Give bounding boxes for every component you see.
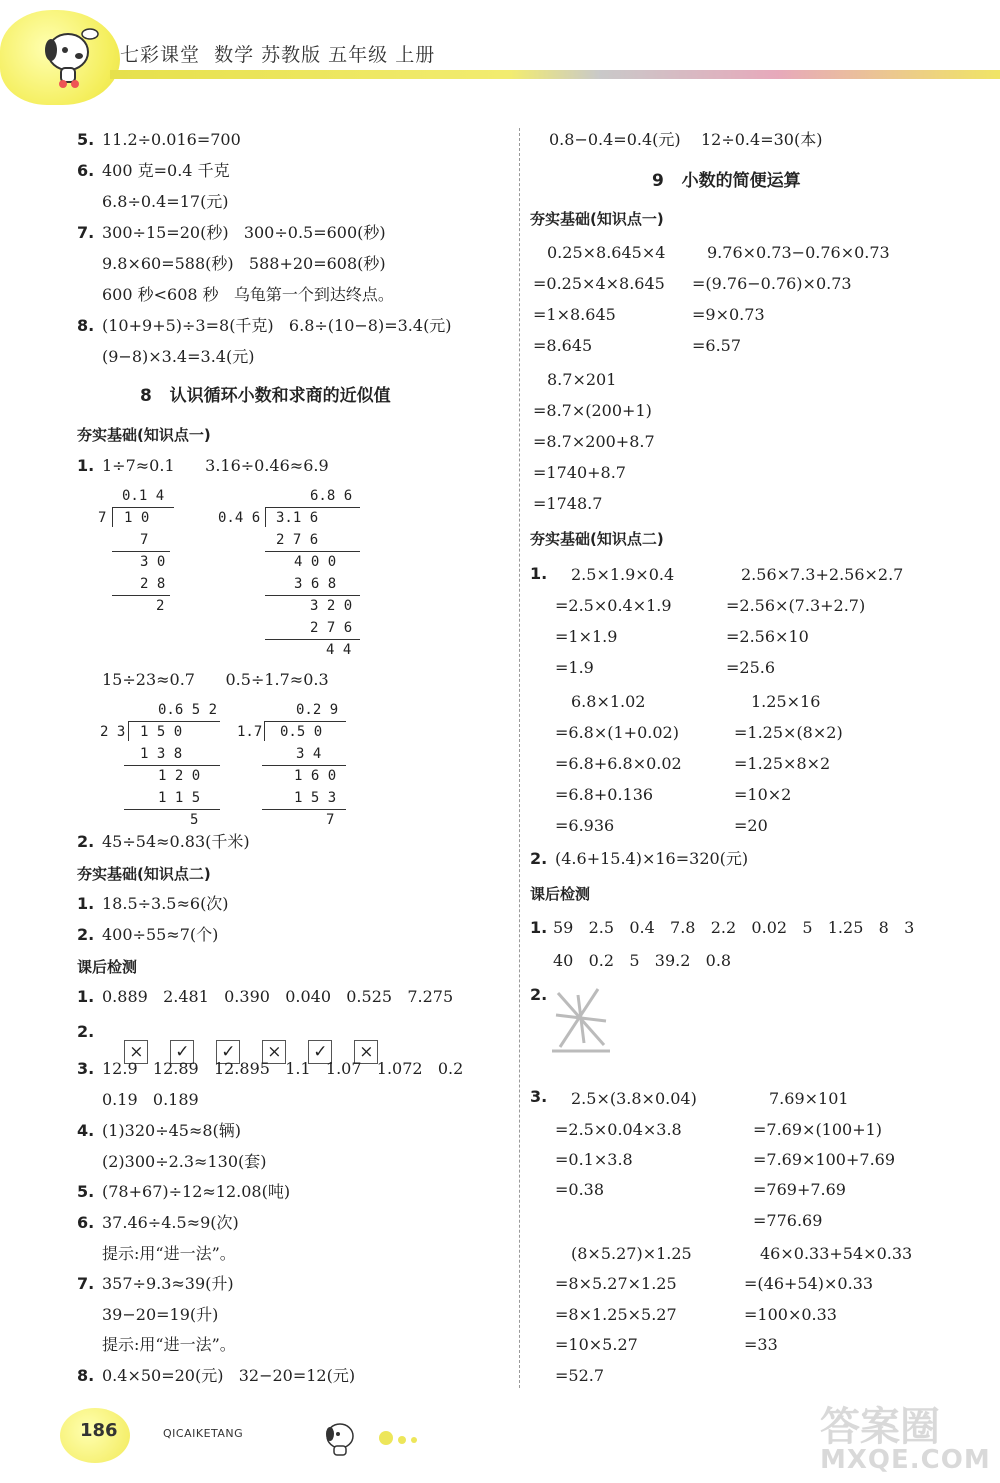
- calc-line: =7.69×(100+1): [753, 1120, 883, 1139]
- calc-line: 9.76×0.73−0.76×0.73: [707, 243, 890, 262]
- calc-line: =(46+54)×0.33: [744, 1274, 874, 1293]
- section-heading: 9 小数的简便运算: [652, 171, 801, 191]
- answer-line: 12.9 12.89 12.895 1.1 1.07 1.072 0.2: [102, 1059, 464, 1078]
- remainder: 7: [326, 812, 335, 828]
- calc-line: 0.25×8.645×4: [547, 243, 666, 262]
- step: 7: [140, 532, 149, 548]
- item-number: 3.: [77, 1059, 95, 1078]
- answer-line: 0.19 0.189: [102, 1090, 199, 1109]
- answer-line: 0.889 2.481 0.390 0.040 0.525 7.275: [102, 987, 454, 1006]
- dividend: 1 0: [124, 510, 150, 526]
- calc-line: =769+7.69: [753, 1180, 846, 1199]
- calc-line: =1×1.9: [555, 627, 618, 646]
- item-number: 8.: [77, 1366, 95, 1385]
- calc-line: =776.69: [753, 1211, 823, 1230]
- brand-text: QICAIKETANG: [163, 1427, 244, 1440]
- section-heading: 8 认识循环小数和求商的近似值: [140, 386, 391, 406]
- item-number: 8.: [77, 316, 95, 335]
- quotient: 0.1 4: [122, 488, 165, 504]
- step: 2 8: [140, 576, 166, 592]
- calc-line: 2.5×(3.8×0.04): [571, 1089, 697, 1108]
- divisor: 2 3: [100, 724, 126, 740]
- item-number: 3.: [530, 1087, 548, 1106]
- answer-line: 11.2÷0.016=700: [102, 130, 241, 149]
- answer-line: 0.8−0.4=0.4(元) 12÷0.4=30(本): [549, 130, 823, 149]
- calc-line: =8.645: [533, 336, 593, 355]
- calc-line: =2.5×0.04×3.8: [555, 1120, 682, 1139]
- answer-line: 600 秒<608 秒 乌龟第一个到达终点。: [102, 285, 394, 304]
- calc-line: (8×5.27)×1.25: [571, 1244, 692, 1263]
- dividend: 3.1 6: [276, 510, 319, 526]
- subsection-heading: 课后检测: [77, 958, 138, 976]
- calc-line: 1.25×16: [751, 692, 821, 711]
- divisor: 0.4 6: [218, 510, 261, 526]
- calc-line: 46×0.33+54×0.33: [760, 1244, 913, 1263]
- subsection-heading: 夯实基础(知识点一): [530, 210, 664, 228]
- remainder: 5: [190, 812, 199, 828]
- answer-line: 9.8×60=588(秒) 588+20=608(秒): [102, 254, 386, 273]
- answer-line: 15÷23≈0.7 0.5÷1.7≈0.3: [102, 670, 329, 689]
- quotient: 6.8 6: [310, 488, 353, 504]
- calc-line: =9×0.73: [692, 305, 765, 324]
- cross-box: ×: [354, 1040, 378, 1064]
- answer-line: (78+67)÷12≈12.08(吨): [102, 1182, 291, 1201]
- answer-line: 18.5÷3.5≈6(次): [102, 894, 229, 913]
- page-number: 186: [80, 1420, 118, 1441]
- calc-line: 7.69×101: [769, 1089, 849, 1108]
- watermark: [810, 1395, 995, 1480]
- dividend: 0.5 0: [280, 724, 323, 740]
- answer-line: 0.4×50=20(元) 32−20=12(元): [102, 1366, 356, 1385]
- calc-line: =1.25×8×2: [734, 754, 831, 773]
- calc-line: =25.6: [726, 658, 776, 677]
- step: 1 3 8: [140, 746, 183, 762]
- divisor: 1.7: [237, 724, 263, 740]
- answer-line: 40 0.2 5 39.2 0.8: [553, 951, 732, 970]
- calc-line: =1.9: [555, 658, 594, 677]
- calc-line: =10×5.27: [555, 1335, 638, 1354]
- step: 3 2 0: [310, 598, 353, 614]
- calc-line: =1×8.645: [533, 305, 616, 324]
- calc-line: 6.8×1.02: [571, 692, 646, 711]
- answer-line: 400÷55≈7(个): [102, 925, 219, 944]
- answer-line: (4.6+15.4)×16=320(元): [555, 849, 749, 868]
- answer-line: 59 2.5 0.4 7.8 2.2 0.02 5 1.25 8 3: [553, 918, 915, 937]
- answer-line: 37.46÷4.5≈9(次): [102, 1213, 239, 1232]
- remainder: 4 4: [326, 642, 352, 658]
- calc-line: =1.25×(8×2): [734, 723, 843, 742]
- answer-line: (10+9+5)÷3=8(千克) 6.8÷(10−8)=3.4(元): [102, 316, 452, 335]
- calc-line: =33: [744, 1335, 778, 1354]
- calc-line: =2.56×10: [726, 627, 809, 646]
- calc-line: =0.1×3.8: [555, 1150, 633, 1169]
- calc-line: =52.7: [555, 1366, 605, 1385]
- item-number: 1.: [530, 564, 548, 583]
- item-number: 1.: [77, 894, 95, 913]
- calc-line: =100×0.33: [744, 1305, 837, 1324]
- calc-line: =1748.7: [533, 494, 603, 513]
- cross-box: ×: [262, 1040, 286, 1064]
- quotient: 0.2 9: [296, 702, 339, 718]
- calc-line: =8.7×200+8.7: [533, 432, 655, 451]
- calc-line: =6.8+0.136: [555, 785, 654, 804]
- step: 2 7 6: [310, 620, 353, 636]
- item-number: 1.: [530, 918, 548, 937]
- calc-line: =20: [734, 816, 768, 835]
- answer-line: 300÷15=20(秒) 300÷0.5=600(秒): [102, 223, 386, 242]
- calc-line: 8.7×201: [547, 370, 617, 389]
- header-title: 七彩课堂 数学 苏教版 五年级 上册: [120, 44, 436, 66]
- answer-line: 357÷9.3≈39(升): [102, 1274, 234, 1293]
- subsection-heading: 夯实基础(知识点二): [77, 865, 211, 883]
- step: 1 5 3: [294, 790, 337, 806]
- page-header: [0, 0, 1000, 110]
- quotient: 0.6 5 2: [158, 702, 218, 718]
- item-number: 1.: [77, 987, 95, 1006]
- calc-line: =2.5×0.4×1.9: [555, 596, 672, 615]
- step: 1 1 5: [158, 790, 201, 806]
- calc-line: =8×1.25×5.27: [555, 1305, 677, 1324]
- item-number: 2.: [530, 985, 548, 1004]
- mascot-icon: [320, 1418, 440, 1458]
- answer-line: (9−8)×3.4=3.4(元): [102, 347, 255, 366]
- calc-line: =8.7×(200+1): [533, 401, 652, 420]
- item-number: 2.: [77, 1022, 95, 1041]
- answer-line: 45÷54≈0.83(千米): [102, 832, 250, 851]
- answer-line: 1÷7≈0.1 3.16÷0.46≈6.9: [102, 456, 329, 475]
- column-divider: [519, 128, 520, 1388]
- calc-line: =2.56×(7.3+2.7): [726, 596, 866, 615]
- remainder: 2: [156, 598, 165, 614]
- hint-line: 提示:用“进一法”。: [102, 1335, 236, 1354]
- step: 1 6 0: [294, 768, 337, 784]
- dividend: 1 5 0: [140, 724, 183, 740]
- check-box: ✓: [170, 1040, 194, 1064]
- subsection-heading: 夯实基础(知识点二): [530, 530, 664, 548]
- item-number: 2.: [530, 849, 548, 868]
- calc-line: =10×2: [734, 785, 792, 804]
- check-box: ✓: [308, 1040, 332, 1064]
- subsection-heading: 夯实基础(知识点一): [77, 426, 211, 444]
- step: 1 2 0: [158, 768, 201, 784]
- step: 3 0: [140, 554, 166, 570]
- item-number: 6.: [77, 1213, 95, 1232]
- mascot-icon: [35, 22, 105, 92]
- header-bar: [110, 70, 1000, 79]
- item-number: 7.: [77, 1274, 95, 1293]
- watermark-text: 答案圈: [820, 1404, 940, 1450]
- cross-box: ×: [124, 1040, 148, 1064]
- item-number: 5.: [77, 1182, 95, 1201]
- calc-line: =7.69×100+7.69: [753, 1150, 896, 1169]
- item-number: 4.: [77, 1121, 95, 1140]
- calc-line: =6.57: [692, 336, 742, 355]
- answer-line: 39−20=19(升): [102, 1305, 219, 1324]
- calc-line: 2.5×1.9×0.4: [571, 565, 675, 584]
- calc-line: =1740+8.7: [533, 463, 626, 482]
- sketch-figure: [548, 985, 614, 1057]
- divisor: 7: [98, 510, 107, 526]
- item-number: 7.: [77, 223, 95, 242]
- calc-line: =6.936: [555, 816, 615, 835]
- answer-line: (2)300÷2.3≈130(套): [102, 1152, 267, 1171]
- step: 4 0 0: [294, 554, 337, 570]
- subsection-heading: 课后检测: [530, 885, 591, 903]
- calc-line: =(9.76−0.76)×0.73: [692, 274, 852, 293]
- calc-line: =0.25×4×8.645: [533, 274, 665, 293]
- calc-line: =0.38: [555, 1180, 605, 1199]
- calc-line: 2.56×7.3+2.56×2.7: [741, 565, 904, 584]
- calc-line: =6.8+6.8×0.02: [555, 754, 682, 773]
- calc-line: =8×5.27×1.25: [555, 1274, 677, 1293]
- item-number: 1.: [77, 456, 95, 475]
- watermark-url: MXQE.COM: [820, 1445, 991, 1475]
- check-box: ✓: [216, 1040, 240, 1064]
- item-number: 6.: [77, 161, 95, 180]
- hint-line: 提示:用“进一法”。: [102, 1244, 236, 1263]
- step: 3 4: [296, 746, 322, 762]
- answer-line: 400 克=0.4 千克: [102, 161, 230, 180]
- page-footer: [60, 1400, 480, 1470]
- step: 3 6 8: [294, 576, 337, 592]
- calc-line: =6.8×(1+0.02): [555, 723, 679, 742]
- step: 2 7 6: [276, 532, 319, 548]
- answer-line: 6.8÷0.4=17(元): [102, 192, 229, 211]
- item-number: 5.: [77, 130, 95, 149]
- item-number: 2.: [77, 925, 95, 944]
- answer-line: (1)320÷45≈8(辆): [102, 1121, 242, 1140]
- item-number: 2.: [77, 832, 95, 851]
